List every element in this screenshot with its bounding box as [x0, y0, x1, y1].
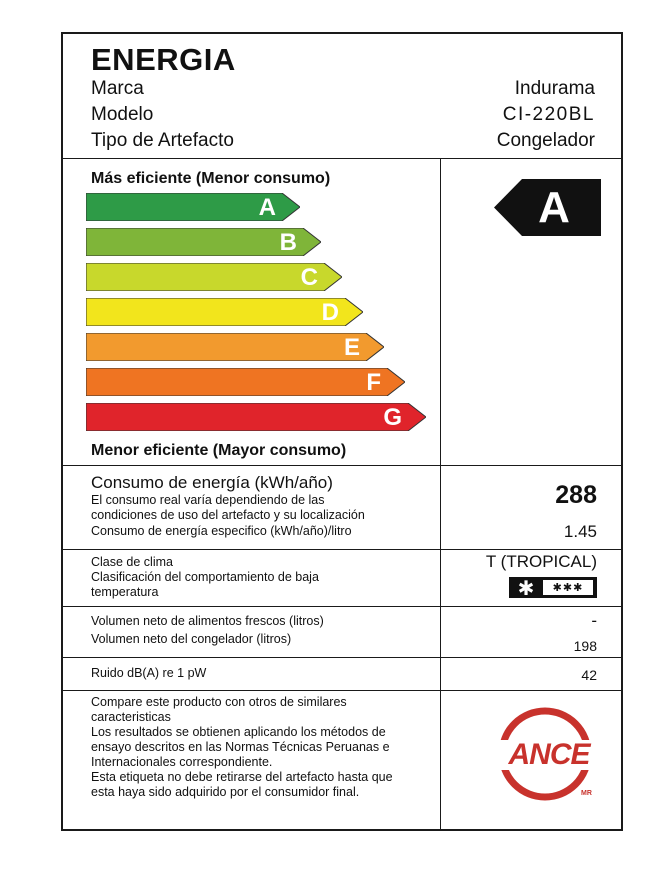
- consumption-value: 288: [555, 481, 597, 509]
- type-label: Tipo de Artefacto: [91, 130, 234, 151]
- divider: [63, 549, 621, 550]
- consumption-title: Consumo de energía (kWh/año): [91, 473, 333, 492]
- specific-consumption-label: Consumo de energía especifico (kWh/año)/litro: [91, 524, 352, 538]
- rating-letter: A: [538, 183, 570, 232]
- specific-consumption-value: 1.45: [563, 522, 597, 541]
- efficiency-bar-letter: A: [258, 194, 276, 221]
- low-temp-label: Clasificación del comportamiento de baja temperatura: [91, 570, 319, 599]
- efficiency-bar-g: [86, 403, 426, 431]
- climate-class-value: T (TROPICAL): [485, 552, 597, 571]
- noise-label: Ruido dB(A) re 1 pW: [91, 666, 207, 680]
- efficiency-bar-letter: E: [343, 334, 360, 361]
- type-value: Congelador: [496, 130, 595, 151]
- climate-class-label: Clase de clima: [91, 555, 173, 569]
- snowflake-icon: ✱: [517, 576, 535, 600]
- ance-logo-text: ANCE: [508, 738, 590, 771]
- fresh-volume-value: -: [591, 611, 597, 630]
- freezer-volume-label: Volumen neto del congelador (litros): [91, 632, 292, 646]
- label-title: ENERGIA: [91, 42, 236, 77]
- freezer-volume-value: 198: [573, 638, 597, 654]
- energy-label: [61, 32, 623, 831]
- efficiency-bar-a: [86, 193, 300, 221]
- efficiency-bar-letter: G: [383, 404, 402, 431]
- ance-trademark: MR: [581, 790, 592, 797]
- column-divider: [440, 158, 441, 829]
- efficiency-bar-letter: D: [321, 299, 339, 326]
- model-value: CI-220BL: [502, 104, 595, 125]
- star-icons: ✱✱✱: [543, 580, 593, 595]
- divider: [63, 465, 621, 466]
- model-label: Modelo: [91, 104, 154, 125]
- divider: [63, 690, 621, 691]
- divider: [63, 606, 621, 607]
- noise-value: 42: [581, 667, 597, 683]
- rating-indicator: [494, 179, 601, 236]
- least-efficient-label: Menor eficiente (Mayor consumo): [91, 442, 347, 459]
- brand-value: Indurama: [514, 78, 595, 99]
- efficiency-bar-f: [86, 368, 405, 396]
- fresh-volume-label: Volumen neto de alimentos frescos (litros): [91, 614, 324, 628]
- divider: [63, 158, 621, 159]
- efficiency-bar-e: [86, 333, 384, 361]
- divider: [63, 657, 621, 658]
- ance-logo: [493, 702, 603, 812]
- efficiency-bar-letter: B: [279, 229, 297, 256]
- brand-label: Marca: [91, 78, 144, 99]
- efficiency-bar-b: [86, 228, 321, 256]
- efficiency-bar-letter: C: [300, 264, 318, 291]
- star-rating-badge: [509, 577, 597, 598]
- footer-note: Compare este producto con otros de similares caracteristicas Los resultados se obtienen aplicando los métodos de ensayo descritos en las Normas Técnicas Peruanas e Internacionales correspondiente. Esta etiqueta no debe retirarse del artefacto hasta que esta haya sido adquirido por el consumidor final.: [91, 695, 393, 799]
- efficiency-bar-c: [86, 263, 342, 291]
- most-efficient-label: Más eficiente (Menor consumo): [91, 170, 331, 187]
- efficiency-bar-letter: F: [366, 369, 381, 396]
- efficiency-bar-d: [86, 298, 363, 326]
- consumption-note: El consumo real varía dependiendo de las condiciones de uso del artefacto y su localización: [91, 493, 365, 522]
